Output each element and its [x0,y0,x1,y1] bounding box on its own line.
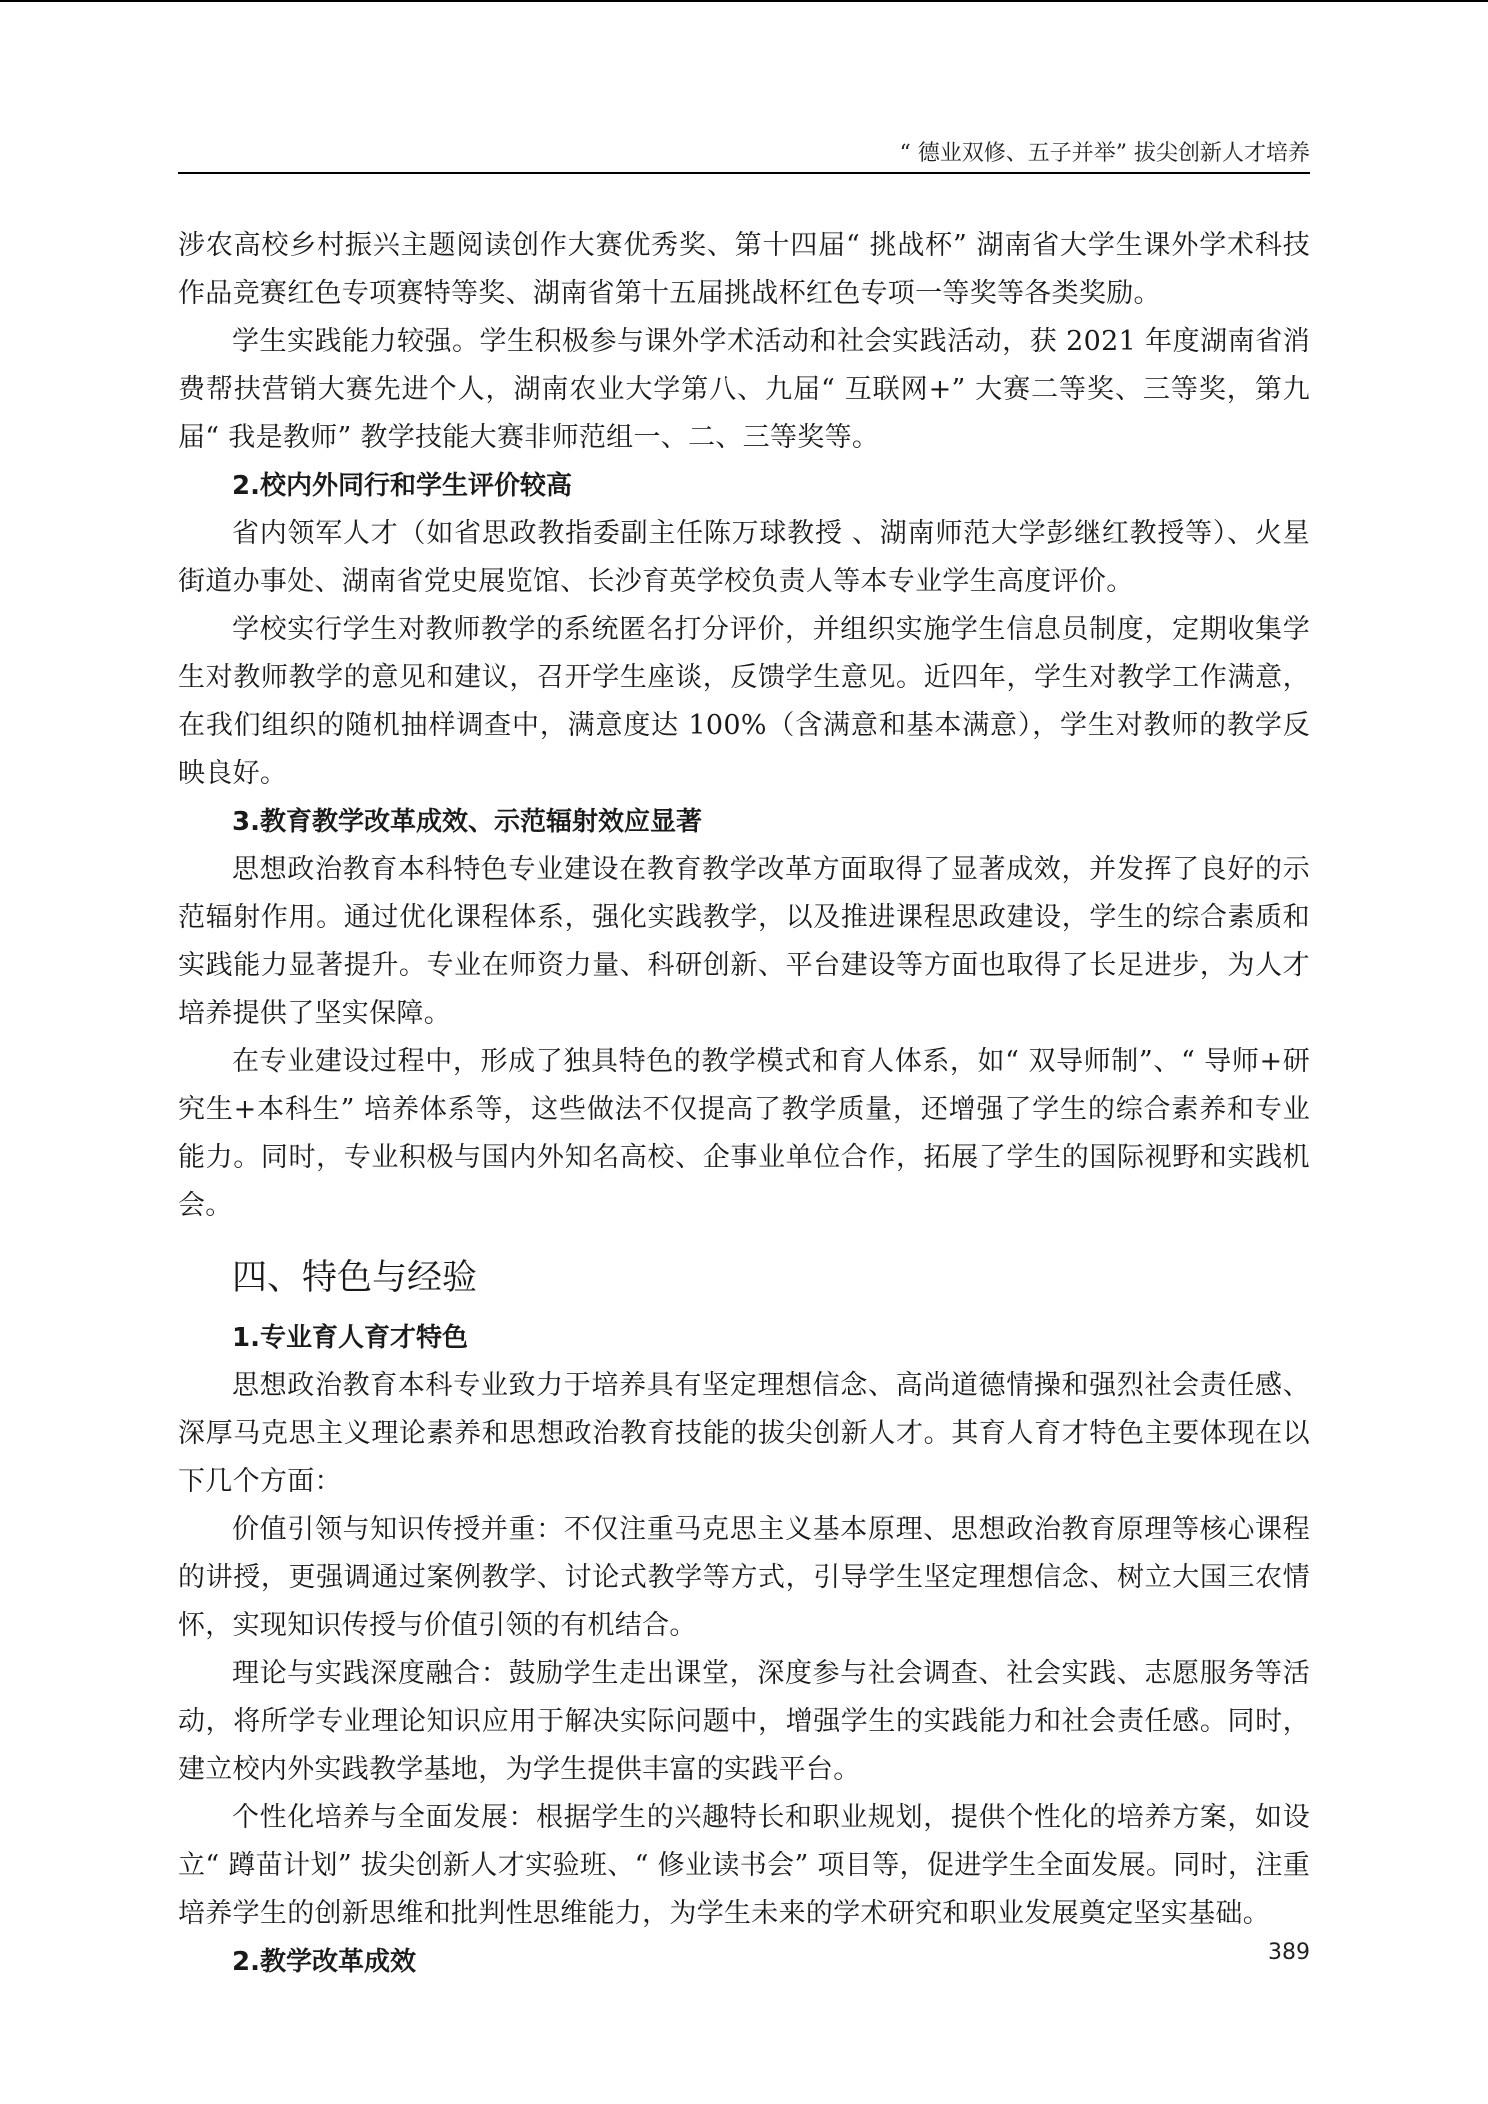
paragraph-student-evaluation: 学校实行学生对教师教学的系统匿名打分评价，并组织实施学生信息员制度，定期收集学生对教师教学的意见和建议，召开学生座谈，反馈学生意见。近四年，学生对教学工作满意，在我们组织的随机抽样调查中，满意度达 100%（含满意和基本满意），学生对教师的教学反映良好。 [178,614,1310,789]
page-top-border [0,0,1488,2]
paragraph-theory-practice: 理论与实践深度融合：鼓励学生走出课堂，深度参与社会调查、社会实践、志愿服务等活动，将所学专业理论知识应用于解决实际问题中，增强学生的实践能力和社会责任感。同时，建立校内外实践教学基地，为学生提供丰富的实践平台。 [178,1658,1310,1785]
page-body [178,222,1310,1986]
paragraph-external-evaluation: 省内领军人才（如省思政教指委副主任陈万球教授 、湖南师范大学彭继红教授等）、火星街道办事处、湖南省党史展览馆、长沙育英学校负责人等本专业学生高度评价。 [178,518,1310,597]
header-rule [178,172,1310,174]
subheading-reform-results: 2.教学改革成效 [232,1947,416,1977]
paragraph-personalized-training: 个性化培养与全面发展：根据学生的兴趣特长和职业规划，提供个性化的培养方案，如设立“ 蹲苗计划” 拔尖创新人才实验班、“ 修业读书会” 项目等，促进学生全面发展。同时，注重培养学生的创新思维和批判性思维能力，为学生未来的学术研究和职业发展奠定坚实基础。 [178,1802,1310,1929]
paragraph-teaching-model: 在专业建设过程中，形成了独具特色的教学模式和育人体系，如“ 双导师制”、“ 导师+研究生+本科生” 培养体系等，这些做法不仅提高了教学质量，还增强了学生的综合素养和专业能力。同时，专业积极与国内外知名高校、企事业单位合作，拓展了学生的国际视野和实践机会。 [178,1046,1310,1221]
paragraph-practice-ability: 学生实践能力较强。学生积极参与课外学术活动和社会实践活动，获 2021 年度湖南省消费帮扶营销大赛先进个人，湖南农业大学第八、九届“ 互联网+” 大赛二等奖、三等奖，第九届“ 我是教师” 教学技能大赛非师范组一、二、三等奖等。 [178,326,1310,453]
paragraph-awards-continued: 涉农高校乡村振兴主题阅读创作大赛优秀奖、第十四届“ 挑战杯” 湖南省大学生课外学术科技作品竞赛红色专项赛特等奖、湖南省第十五届挑战杯红色专项一等奖等各类奖励。 [178,230,1310,309]
subheading-reform-effects: 3.教育教学改革成效、示范辐射效应显著 [232,807,702,837]
subheading-peer-evaluation: 2.校内外同行和学生评价较高 [232,471,572,501]
paragraph-value-guidance: 价值引领与知识传授并重：不仅注重马克思主义基本原理、思想政治教育原理等核心课程的讲授，更强调通过案例教学、讨论式教学等方式，引导学生坚定理想信念、树立大国三农情怀，实现知识传授与价值引领的有机结合。 [178,1514,1310,1641]
page-number: 389 [1268,1940,1310,1965]
running-header: “ 德业双修、五子并举” 拔尖创新人才培养 [899,141,1310,166]
subheading-talent-features: 1.专业育人育才特色 [232,1323,468,1353]
paragraph-reform-achievements: 思想政治教育本科特色专业建设在教育教学改革方面取得了显著成效，并发挥了良好的示范辐射作用。通过优化课程体系，强化实践教学，以及推进课程思政建设，学生的综合素质和实践能力显著提升。专业在师资力量、科研创新、平台建设等方面也取得了长足进步，为人才培养提供了坚实保障。 [178,854,1310,1029]
section-title-features: 四、特色与经验 [232,1258,478,1298]
paragraph-talent-goal: 思想政治教育本科专业致力于培养具有坚定理想信念、高尚道德情操和强烈社会责任感、深厚马克思主义理论素养和思想政治教育技能的拔尖创新人才。其育人育才特色主要体现在以下几个方面： [178,1370,1310,1497]
